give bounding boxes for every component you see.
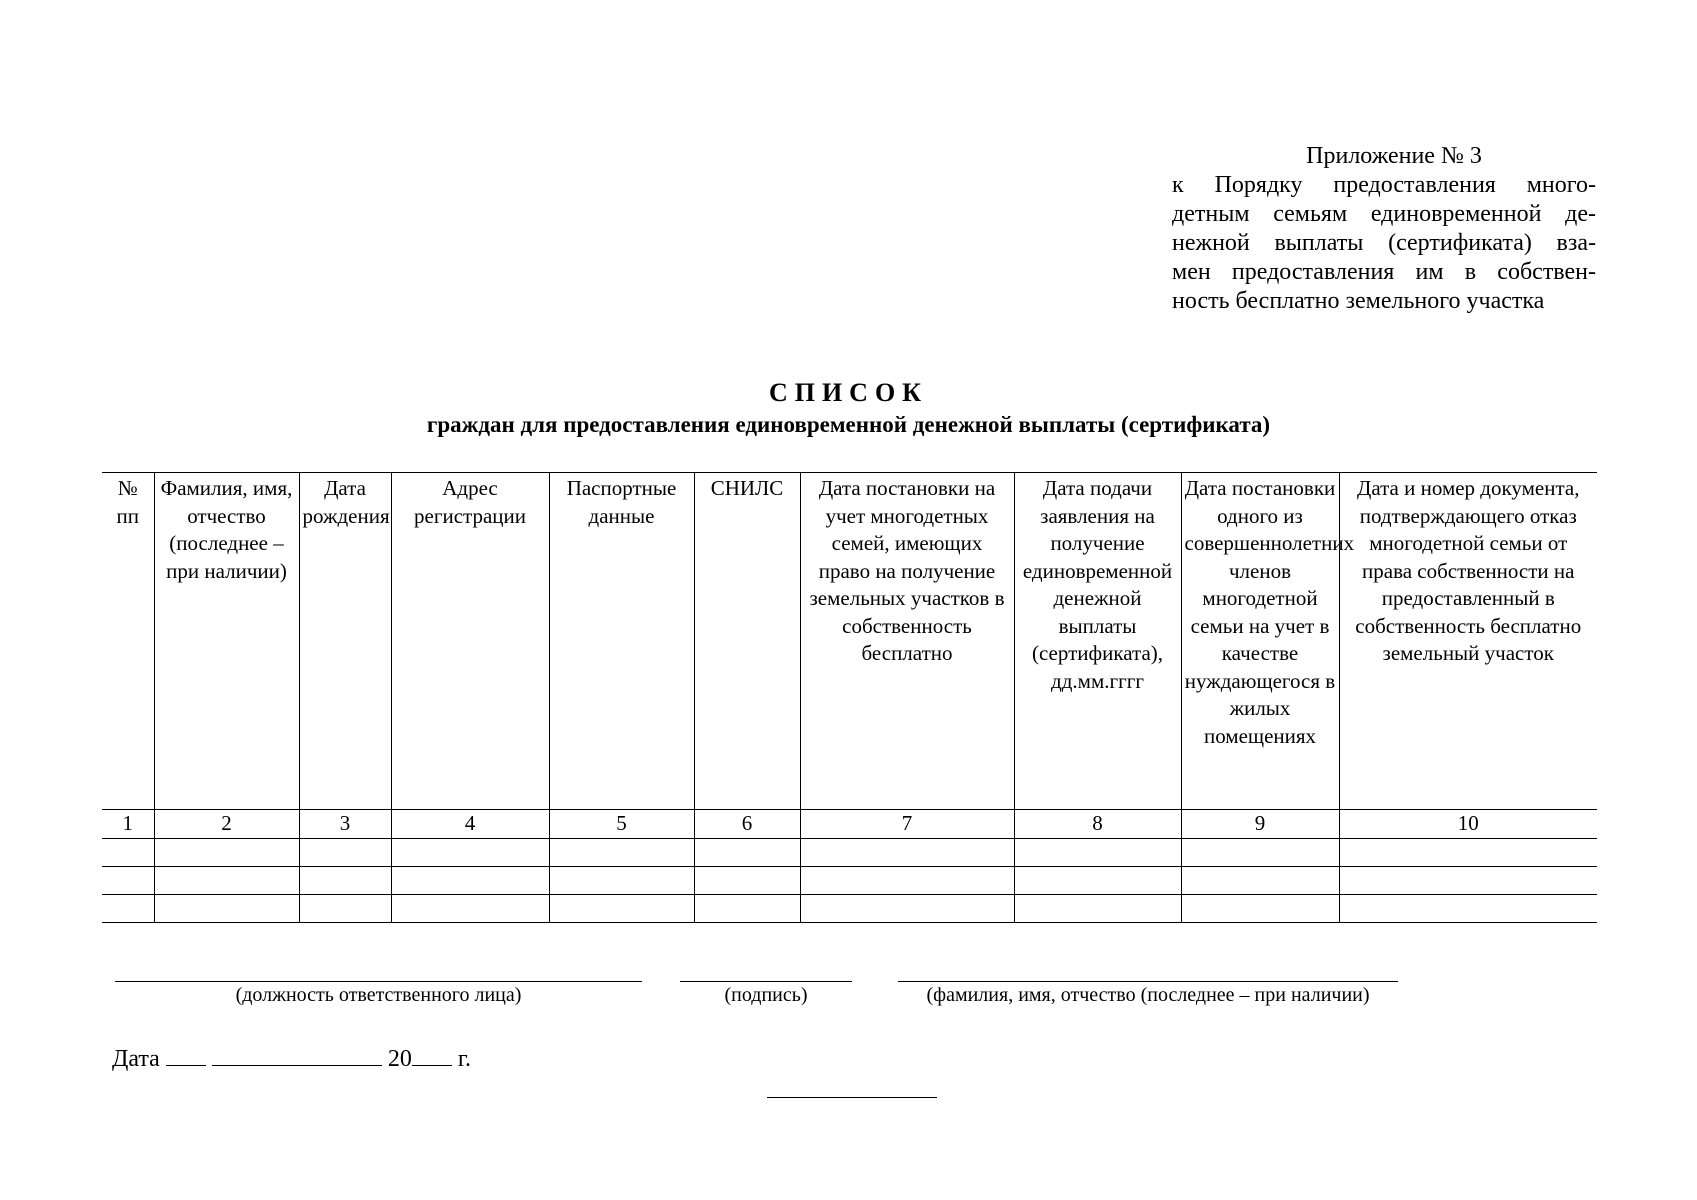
- citizens-table: [102, 472, 1597, 923]
- table-cell[interactable]: [299, 838, 391, 866]
- column-number: 8: [1014, 810, 1181, 839]
- table-cell[interactable]: [1181, 838, 1339, 866]
- header-cell-snils: СНИЛС: [694, 473, 800, 810]
- bottom-line: [767, 1097, 937, 1098]
- signature-caption: (подпись): [724, 984, 808, 1006]
- month-blank[interactable]: [212, 1043, 382, 1066]
- table-cell[interactable]: [154, 894, 299, 922]
- table-cell[interactable]: [154, 866, 299, 894]
- table-header-row: [102, 473, 1597, 810]
- header-cell-name: Фамилия, имя, отчество (последнее – при наличии): [154, 473, 299, 810]
- table-cell[interactable]: [102, 838, 154, 866]
- date-line: [112, 1043, 471, 1073]
- document-subtitle: граждан для предоставления единовременной денежной выплаты (сертификата): [426, 412, 1271, 437]
- document-title: СПИСОК: [768, 378, 929, 407]
- table-cell[interactable]: [549, 894, 694, 922]
- header-cell-number: № пп: [102, 473, 154, 810]
- table-cell[interactable]: [800, 838, 1014, 866]
- column-number: 1: [102, 810, 154, 839]
- position-line[interactable]: [115, 981, 642, 982]
- table-cell[interactable]: [549, 838, 694, 866]
- year-suffix: г.: [457, 1046, 471, 1072]
- table-cell[interactable]: [1181, 894, 1339, 922]
- appendix-block: [1172, 142, 1596, 316]
- header-cell-passport: Паспортные данные: [549, 473, 694, 810]
- table-cell[interactable]: [800, 894, 1014, 922]
- year-blank[interactable]: [412, 1043, 452, 1066]
- century-prefix: 20: [387, 1046, 412, 1072]
- column-number: 6: [694, 810, 800, 839]
- column-number: 9: [1181, 810, 1339, 839]
- appendix-line: нежной выплаты (сертификата) вза-: [1172, 230, 1596, 256]
- header-cell-birthdate: Дата рождения: [299, 473, 391, 810]
- table-cell[interactable]: [102, 866, 154, 894]
- table-cell[interactable]: [1014, 838, 1181, 866]
- column-numbers-row: [102, 810, 1597, 839]
- table-cell[interactable]: [1014, 866, 1181, 894]
- appendix-title: Приложение № 3: [1306, 143, 1482, 169]
- table-cell[interactable]: [1339, 894, 1597, 922]
- appendix-line: ность бесплатно земельного участка: [1172, 288, 1545, 314]
- full-name-line[interactable]: [898, 981, 1398, 982]
- appendix-line: мен предоставления им в собствен-: [1172, 259, 1596, 285]
- column-number: 2: [154, 810, 299, 839]
- table-cell[interactable]: [1014, 894, 1181, 922]
- table-cell[interactable]: [391, 838, 549, 866]
- table-cell[interactable]: [694, 838, 800, 866]
- table-row: [102, 894, 1597, 922]
- header-cell-housing-date: Дата постановки одного из совершеннолетних членов многодетной семьи на учет в качестве нуждающегося в жилых помещениях: [1181, 473, 1339, 810]
- table-cell[interactable]: [154, 838, 299, 866]
- column-number: 4: [391, 810, 549, 839]
- table-row: [102, 866, 1597, 894]
- column-number: 3: [299, 810, 391, 839]
- table-cell[interactable]: [694, 866, 800, 894]
- appendix-line: к Порядку предоставления много-: [1172, 172, 1596, 198]
- table-cell[interactable]: [102, 894, 154, 922]
- table-cell[interactable]: [694, 894, 800, 922]
- table-cell[interactable]: [391, 866, 549, 894]
- appendix-text: [1172, 171, 1596, 316]
- signature-line[interactable]: [680, 981, 852, 982]
- date-label: Дата: [112, 1046, 160, 1072]
- table-cell[interactable]: [1181, 866, 1339, 894]
- table-cell[interactable]: [549, 866, 694, 894]
- header-cell-refusal-document: Дата и номер документа, подтверждающего отказ многодетной семьи от права собственности на предоставленный в собственность бесплатно земельный участок: [1339, 473, 1597, 810]
- table-cell[interactable]: [299, 894, 391, 922]
- table-cell[interactable]: [299, 866, 391, 894]
- header-cell-registration-date: Дата постановки на учет многодетных семей, имеющих право на получение земельных участков в собственность бесплатно: [800, 473, 1014, 810]
- table-cell[interactable]: [1339, 838, 1597, 866]
- appendix-line: детным семьям единовременной де-: [1172, 201, 1596, 227]
- position-caption: (должность ответственного лица): [235, 984, 522, 1006]
- table-cell[interactable]: [391, 894, 549, 922]
- column-number: 7: [800, 810, 1014, 839]
- column-number: 10: [1339, 810, 1597, 839]
- table-cell[interactable]: [800, 866, 1014, 894]
- table-cell[interactable]: [1339, 866, 1597, 894]
- header-cell-address: Адрес регистрации: [391, 473, 549, 810]
- table-row: [102, 838, 1597, 866]
- full-name-caption: (фамилия, имя, отчество (последнее – при наличии): [926, 984, 1370, 1006]
- column-number: 5: [549, 810, 694, 839]
- header-cell-application-date: Дата подачи заявления на получение единовременной денежной выплаты (сертификата), дд.мм.гггг: [1014, 473, 1181, 810]
- day-blank[interactable]: [166, 1043, 206, 1066]
